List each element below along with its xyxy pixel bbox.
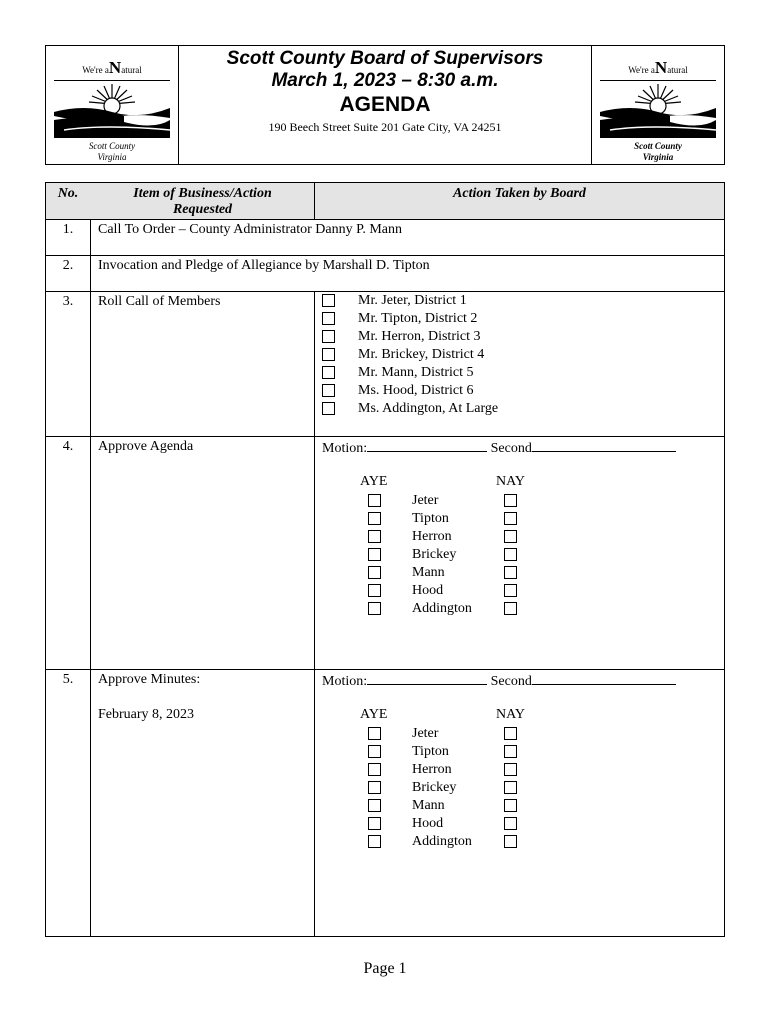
attendance-checkbox[interactable] xyxy=(322,402,335,415)
aye-checkbox[interactable] xyxy=(368,512,381,525)
row-number: 3. xyxy=(62,294,74,309)
motion-line: Motion: Second xyxy=(322,672,676,690)
vote-row: Addington xyxy=(322,833,622,851)
aye-checkbox[interactable] xyxy=(368,835,381,848)
aye-checkbox[interactable] xyxy=(368,494,381,507)
nay-checkbox[interactable] xyxy=(504,781,517,794)
row-number: 2. xyxy=(62,258,74,273)
nay-checkbox[interactable] xyxy=(504,494,517,507)
aye-heading: AYE xyxy=(360,707,388,722)
aye-checkbox[interactable] xyxy=(368,745,381,758)
column-divider xyxy=(314,291,315,436)
aye-checkbox[interactable] xyxy=(368,602,381,615)
nay-checkbox[interactable] xyxy=(504,602,517,615)
vote-row: Herron xyxy=(322,761,622,779)
nay-checkbox[interactable] xyxy=(504,548,517,561)
aye-checkbox[interactable] xyxy=(368,548,381,561)
page-number: Page 1 xyxy=(363,960,407,977)
county-logo-left xyxy=(46,46,179,164)
motion-line: Motion: Second xyxy=(322,439,676,457)
column-divider xyxy=(314,436,315,669)
motion-field[interactable] xyxy=(367,439,487,452)
aye-checkbox[interactable] xyxy=(368,584,381,597)
row-number: 1. xyxy=(62,222,74,237)
table-row: 3. Roll Call of Members Mr. Jeter, District 1 Mr. Tipton, District 2 Mr. Herron, District 3 Mr. Brickey, District 4 Mr. Mann, District 5 Ms. Hood, District 6 Ms. Addington, At Large xyxy=(46,291,724,437)
agenda-heading: AGENDA xyxy=(339,93,431,116)
meeting-date: March 1, 2023 – 8:30 a.m. xyxy=(271,70,499,91)
nay-checkbox[interactable] xyxy=(504,835,517,848)
nay-checkbox[interactable] xyxy=(504,566,517,579)
logo-caption: Scott County Virginia xyxy=(634,141,682,162)
motion-field[interactable] xyxy=(367,672,487,685)
nay-checkbox[interactable] xyxy=(504,584,517,597)
logo-tagline: We're aNatural xyxy=(54,58,170,81)
table-row xyxy=(46,436,724,670)
aye-checkbox[interactable] xyxy=(368,799,381,812)
table-row xyxy=(46,669,724,936)
attendance-checkbox[interactable] xyxy=(322,366,335,379)
vote-row: Brickey xyxy=(322,779,622,797)
vote-row: Brickey xyxy=(322,546,622,564)
second-field[interactable] xyxy=(532,439,676,452)
nay-heading: NAY xyxy=(496,707,526,722)
attendance-checkbox[interactable] xyxy=(322,384,335,397)
attendance-checkbox[interactable] xyxy=(322,312,335,325)
nay-checkbox[interactable] xyxy=(504,530,517,543)
vote-row: Jeter xyxy=(322,492,622,510)
vote-row: Mann xyxy=(322,564,622,582)
vote-row: Herron xyxy=(322,528,622,546)
table-row xyxy=(46,255,724,292)
sunrise-landscape-icon xyxy=(54,82,170,138)
vote-row: Hood xyxy=(322,815,622,833)
nay-checkbox[interactable] xyxy=(504,817,517,830)
county-logo-right xyxy=(591,46,724,164)
table-header-row xyxy=(46,183,724,220)
nay-checkbox[interactable] xyxy=(504,799,517,812)
nay-checkbox[interactable] xyxy=(504,763,517,776)
row-item: Approve Minutes: xyxy=(98,672,201,687)
aye-checkbox[interactable] xyxy=(368,781,381,794)
logo-tagline: We're aNatural xyxy=(600,58,716,81)
vote-row: Jeter xyxy=(322,725,622,743)
aye-checkbox[interactable] xyxy=(368,727,381,740)
row-item: Roll Call of Members xyxy=(98,294,221,309)
attendance-checkbox[interactable] xyxy=(322,348,335,361)
nay-heading: NAY xyxy=(496,474,526,489)
logo-caption: Scott County Virginia xyxy=(88,141,136,162)
vote-row: Tipton xyxy=(322,743,622,761)
row-item: Approve Agenda xyxy=(98,439,194,454)
nay-checkbox[interactable] xyxy=(504,727,517,740)
header-item: Item of Business/Action Requested xyxy=(133,186,272,217)
attendance-checkbox[interactable] xyxy=(322,330,335,343)
vote-row: Addington xyxy=(322,600,622,618)
aye-checkbox[interactable] xyxy=(368,817,381,830)
aye-heading: AYE xyxy=(360,474,388,489)
row-number: 5. xyxy=(62,672,74,687)
row-number: 4. xyxy=(62,439,74,454)
header-action: Action Taken by Board xyxy=(453,186,586,201)
aye-checkbox[interactable] xyxy=(368,530,381,543)
table-row xyxy=(46,219,724,256)
agenda-table xyxy=(45,182,725,937)
column-divider xyxy=(314,669,315,936)
row-item-detail: February 8, 2023 xyxy=(98,707,195,722)
board-title: Scott County Board of Supervisors xyxy=(226,48,544,69)
header-block xyxy=(45,45,725,165)
nay-checkbox[interactable] xyxy=(504,512,517,525)
nay-checkbox[interactable] xyxy=(504,745,517,758)
second-field[interactable] xyxy=(532,672,676,685)
row-item: Call To Order – County Administrator Danny P. Mann xyxy=(98,222,403,237)
header-no: No. xyxy=(57,186,79,201)
sunrise-landscape-icon xyxy=(600,82,716,138)
vote-row: Tipton xyxy=(322,510,622,528)
vote-row: Mann xyxy=(322,797,622,815)
attendance-checkbox[interactable] xyxy=(322,294,335,307)
office-address: 190 Beech Street Suite 201 Gate City, VA 24251 xyxy=(268,120,502,134)
title-block xyxy=(179,48,591,135)
aye-checkbox[interactable] xyxy=(368,566,381,579)
aye-checkbox[interactable] xyxy=(368,763,381,776)
row-item: Invocation and Pledge of Allegiance by Marshall D. Tipton xyxy=(98,258,430,273)
vote-row: Hood xyxy=(322,582,622,600)
